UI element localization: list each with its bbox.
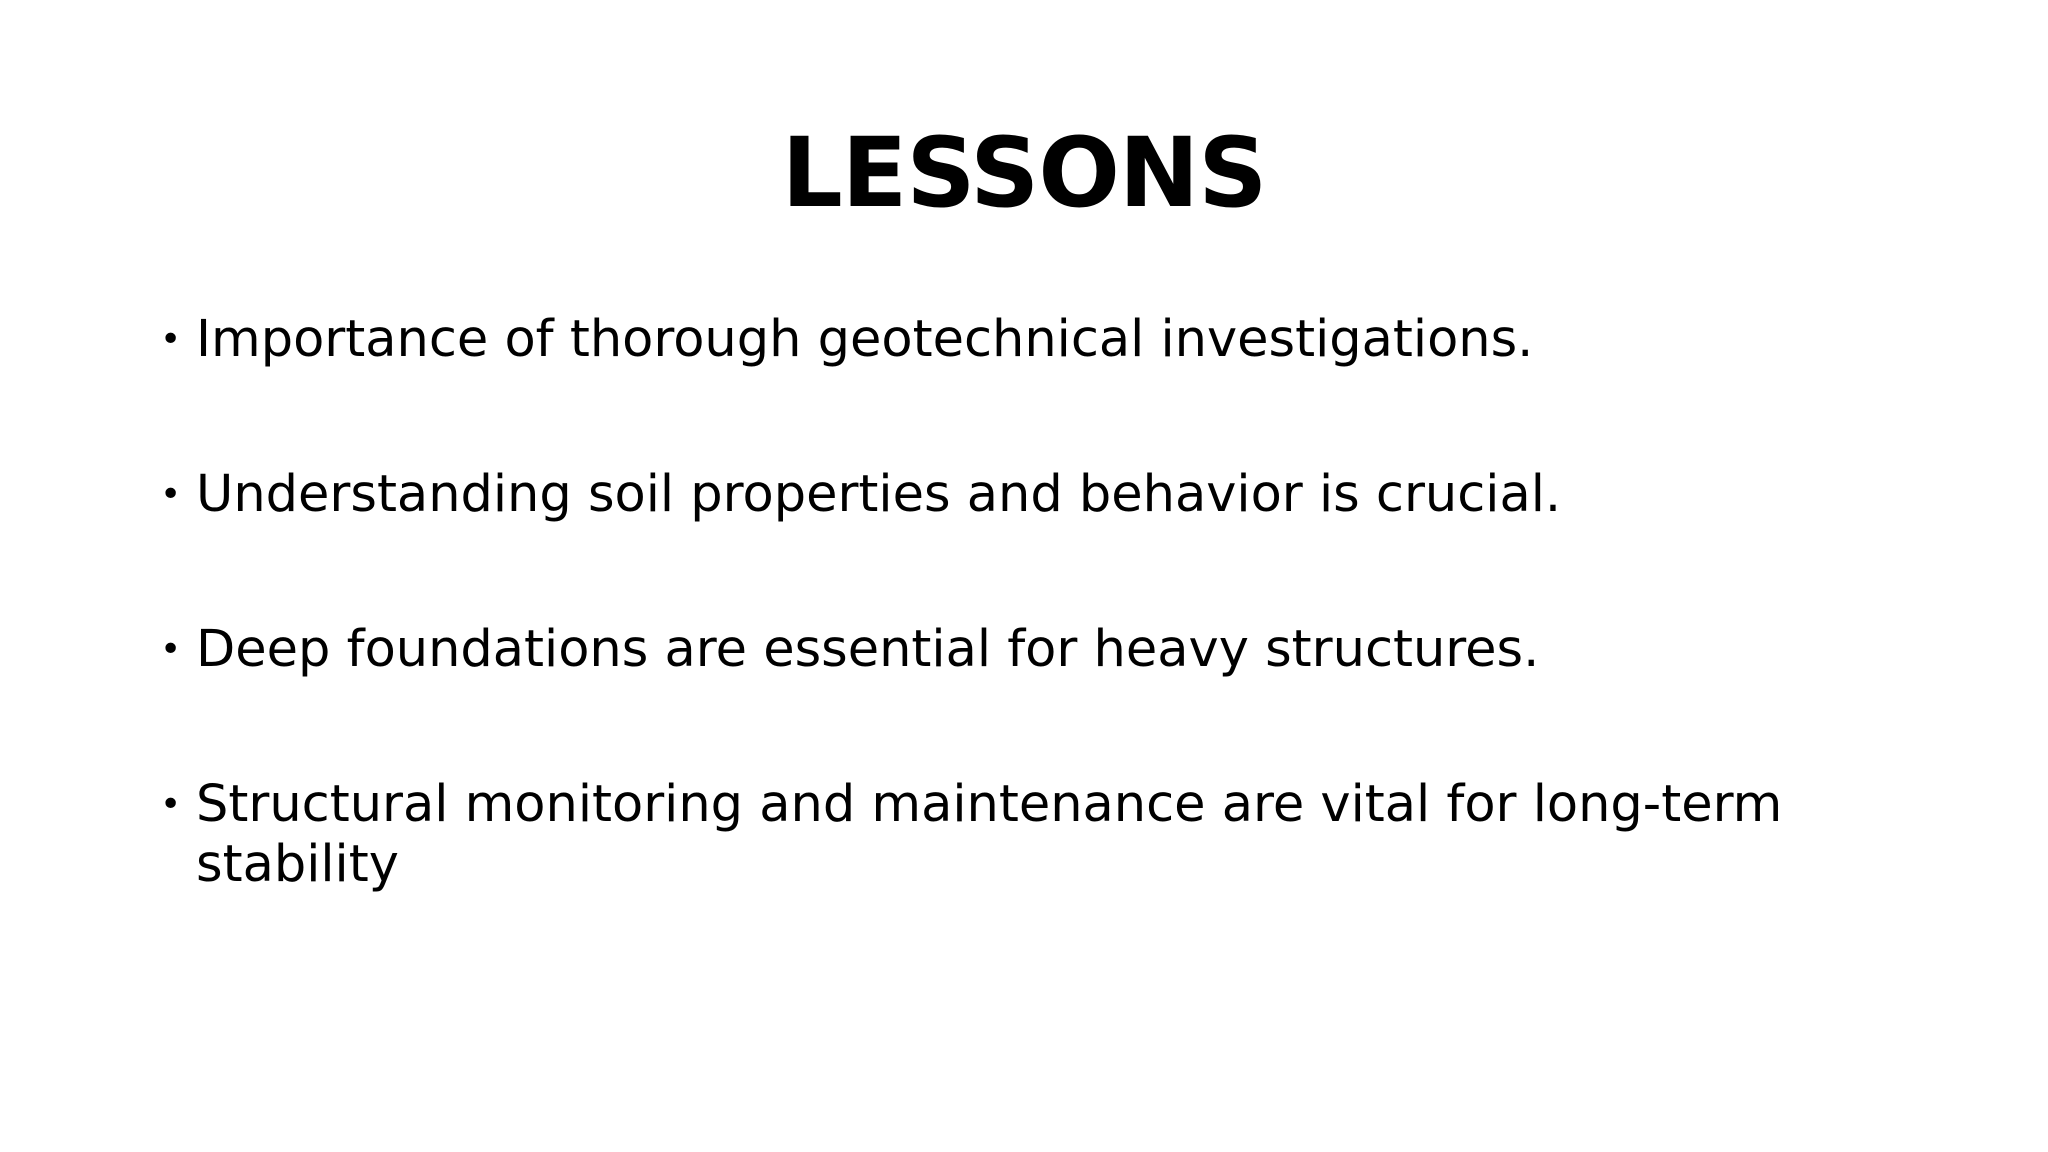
bullet-dot-icon: • <box>160 784 182 825</box>
bullet-dot-icon: • <box>160 629 182 670</box>
bullet-item <box>160 465 1910 525</box>
bullet-dot-icon: • <box>160 319 182 360</box>
bullet-text: Importance of thorough geotechnical investigations. <box>196 310 1534 369</box>
bullet-text: Structural monitoring and maintenance are vital for long-term stability <box>196 775 1783 894</box>
bullet-list <box>160 310 1910 990</box>
bullet-text: Understanding soil properties and behavior is crucial. <box>196 465 1562 524</box>
bullet-text: Deep foundations are essential for heavy structures. <box>196 620 1540 679</box>
bullet-item <box>160 620 1910 680</box>
bullet-dot-icon: • <box>160 474 182 515</box>
bullet-item <box>160 775 1910 895</box>
slide-title: LESSONS <box>781 117 1267 229</box>
bullet-item <box>160 310 1910 370</box>
